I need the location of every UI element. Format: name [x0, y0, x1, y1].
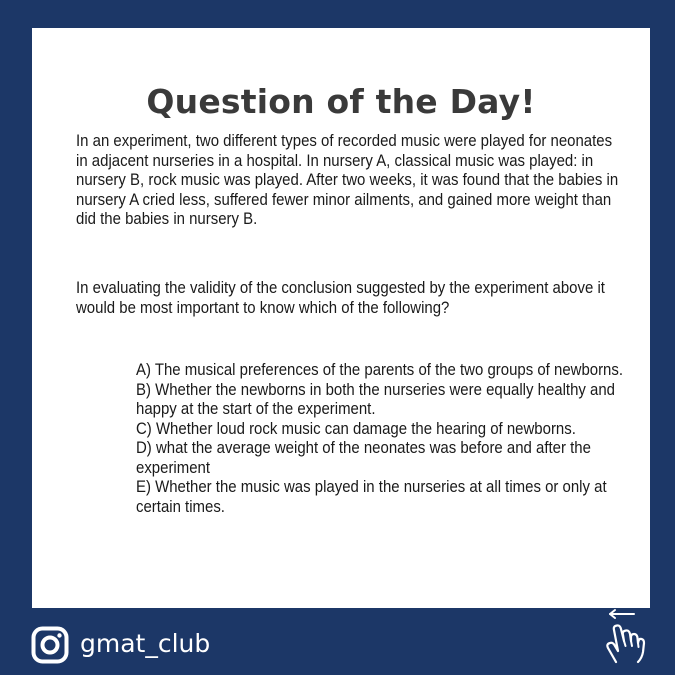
swipe-left-hand-icon	[600, 608, 648, 666]
page-title: Question of the Day!	[146, 82, 536, 121]
answer-option-a: A) The musical preferences of the parents of the two groups of newborns.	[136, 360, 624, 379]
question-stimulus: In an experiment, two different types of recorded music were played for neonates in adjacent nurseries in a hospital. In nursery A, classical music was played: in nursery B, rock music was played. After two weeks, it was found that the babies in nursery A cried less, suffered fewer minor ailments, and gained more weight than did the babies in nursery B.	[76, 131, 619, 228]
instagram-icon	[31, 626, 69, 664]
question-stem: In evaluating the validity of the conclusion suggested by the experiment above it would be most important to know which of the following?	[76, 278, 605, 317]
answer-option-b: B) Whether the newborns in both the nurseries were equally healthy and happy at the start of the experiment.	[136, 379, 616, 418]
question-card	[32, 28, 650, 608]
instagram-handle: gmat_club	[80, 629, 211, 658]
answer-option-c: C) Whether loud rock music can damage the hearing of newborns.	[136, 418, 576, 438]
answer-option-e: E) Whether the music was played in the nurseries at all times or only at certain times.	[136, 477, 607, 516]
answer-options	[136, 360, 624, 516]
answer-option-d: D) what the average weight of the neonates was before and after the experiment	[136, 438, 591, 477]
